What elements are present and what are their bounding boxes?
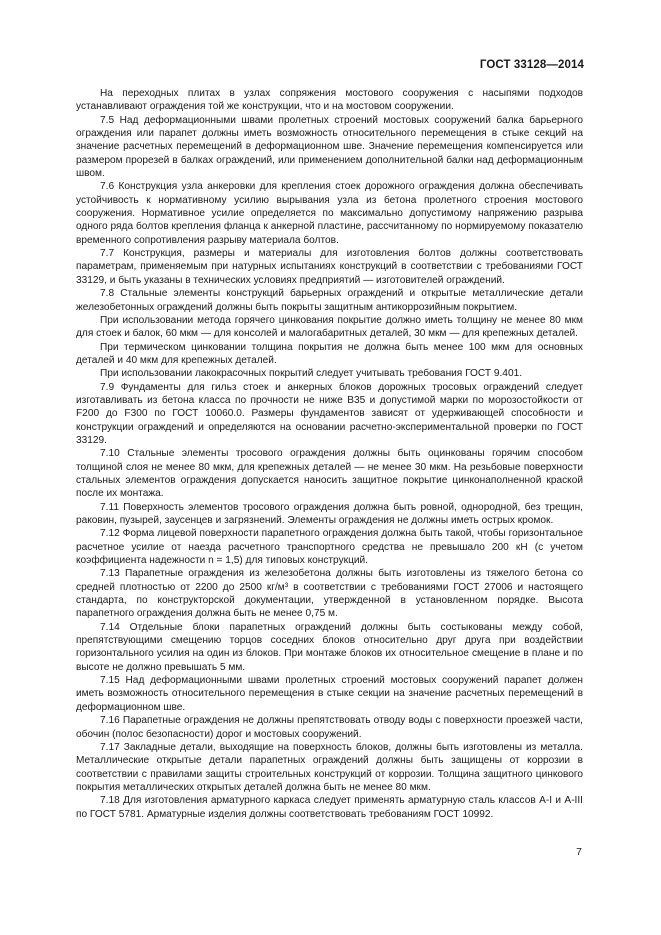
- paragraph-7-14: 7.14 Отдельные блоки парапетных ограждений должны быть состыкованы между собой, препятствующими смещению торцов соседних блоков относительно друг друга при воздействии горизонтального усилия на один из блоков. При монтаже блоков их относительное смещение в плане и по высоте не должно превышать 5 мм.: [76, 621, 583, 673]
- paragraph-7-5: 7.5 Над деформационными швами пролетных строений мостовых сооружений балка барьерного ограждения или парапет должны иметь возможность относительного перемещения в стыке секций на значение расчетных перемещений в деформационном шве. Значение перемещения компенсируется или размером прорезей в балках ограждений, или применением дополнительной балки над деформационным швом.: [76, 114, 583, 180]
- standard-code-header: ГОСТ 33128—2014: [479, 59, 584, 71]
- paragraph-7-6: 7.6 Конструкция узла анкеровки для крепления стоек дорожного ограждения должна обеспечивать устойчивость к нормативному усилию вырывания узла из бетона пролетного строения мостового сооружения. Нормативное усилие определяется по максимально допустимому напряжению разрыва одного ряда болтов крепления фланца к анкерной пластине, рассчитанному по нормируемому показателю временного сопротивления разрыву материала болтов.: [76, 181, 583, 246]
- paragraph-7-10: 7.10 Стальные элементы тросового ограждения должны быть оцинкованы горячим способом толщиной слоя не менее 80 мкм, для крепежных деталей — не менее 30 мкм. На резьбовые поверхности стальных элементов ограждения допускается наносить защитное покрытие цинконаполненной краской после их монтажа.: [76, 448, 583, 500]
- paragraph-7-9: 7.9 Фундаменты для гильз стоек и анкерных блоков дорожных тросовых ограждений следует изготавливать из бетона класса по прочности не ниже В35 и допустимой марки по морозостойкости от F200 до F300 по ГОСТ 10060.0. Размеры фундаментов зависят от удерживающей способности и конструкции ограждений и определяются на основании расчетно-экспериментальной проверки по ГОСТ 33129.: [76, 381, 583, 446]
- paragraph-7-16: 7.16 Парапетные ограждения не должны препятствовать отводу воды с поверхности проезжей части, обочин (полос безопасности) дорог и мостовых сооружений.: [76, 715, 583, 740]
- paragraph-7-12: 7.12 Форма лицевой поверхности парапетного ограждения должна быть такой, чтобы горизонтальное расчетное усилие от наезда расчетного транспортного средства не превышало 200 кН (с учетом коэффициента надежности n = 1,5) для типовых конструкций.: [76, 528, 583, 567]
- paragraph-7-13: 7.13 Парапетные ограждения из железобетона должны быть изготовлены из тяжелого бетона со средней плотностью от 2200 до 2500 кг/м³ в соответствии с требованиями ГОСТ 27006 и настоящего стандарта, по конструкторской документации, утвержденной в установленном порядке. Высота парапетного ограждения должна быть не менее 0,75 м.: [76, 568, 583, 620]
- paragraph-7-8: 7.8 Стальные элементы конструкций барьерных ограждений и открытые металлические детали железобетонных ограждений должны быть покрыты защитным антикоррозийным покрытием.: [76, 288, 583, 313]
- paragraph-paint-coatings: При использовании лакокрасочных покрытий следует учитывать требования ГОСТ 9.401.: [100, 368, 523, 380]
- paragraph-7-17: 7.17 Закладные детали, выходящие на поверхность блоков, должны быть изготовлены из металла. Металлические открытые детали парапетных ограждений должны быть защищены от коррозии в соответствии с правилами защиты строительных конструкций от коррозии. Толщина защитного цинкового покрытия металлических открытых деталей должна быть не менее 80 мкм.: [76, 741, 583, 793]
- paragraph-7-18: 7.18 Для изготовления арматурного каркаса следует применять арматурную сталь классов А-I и А-III по ГОСТ 5781. Арматурные изделия должны соответствовать требованиям ГОСТ 10992.: [76, 795, 583, 820]
- paragraph-7-11: 7.11 Поверхность элементов тросового ограждения должна быть ровной, однородной, без трещин, раковин, пузырей, заусенцев и загрязнений. Элементы ограждения не должны иметь острых кромок.: [76, 501, 583, 526]
- paragraph-thermal-galvanizing: При термическом цинковании толщина покрытия не должна быть менее 100 мкм для основных деталей и 40 мкм для крепежных деталей.: [76, 341, 583, 366]
- document-body: [76, 87, 583, 821]
- paragraph-7-7: 7.7 Конструкция, размеры и материалы для изготовления болтов должны соответствовать параметрам, применяемым при натурных испытаниях конструкций в соответствии с требованиями ГОСТ 33129, и быть указаны в технических условиях предприятий — изготовителей ограждений.: [76, 248, 583, 286]
- paragraph-bridge-transition-slabs: На переходных плитах в узлах сопряжения мостового сооружения с насыпями подходов устанавливают ограждения той же конструкции, что и на мостовом сооружении.: [76, 88, 583, 113]
- page-number: 7: [576, 846, 582, 858]
- paragraph-hot-galvanizing: При использовании метода горячего цинкования покрытие должно иметь толщину не менее 80 мкм для стоек и балок, 60 мкм — для консолей и малогабаритных деталей, 30 мкм — для крепежных деталей.: [76, 314, 583, 340]
- paragraph-7-15: 7.15 Над деформационными швами пролетных строений мостовых сооружений парапет должен иметь возможность относительного перемещения в стыке секции на значение расчетных перемещений в деформационном шве.: [76, 675, 583, 713]
